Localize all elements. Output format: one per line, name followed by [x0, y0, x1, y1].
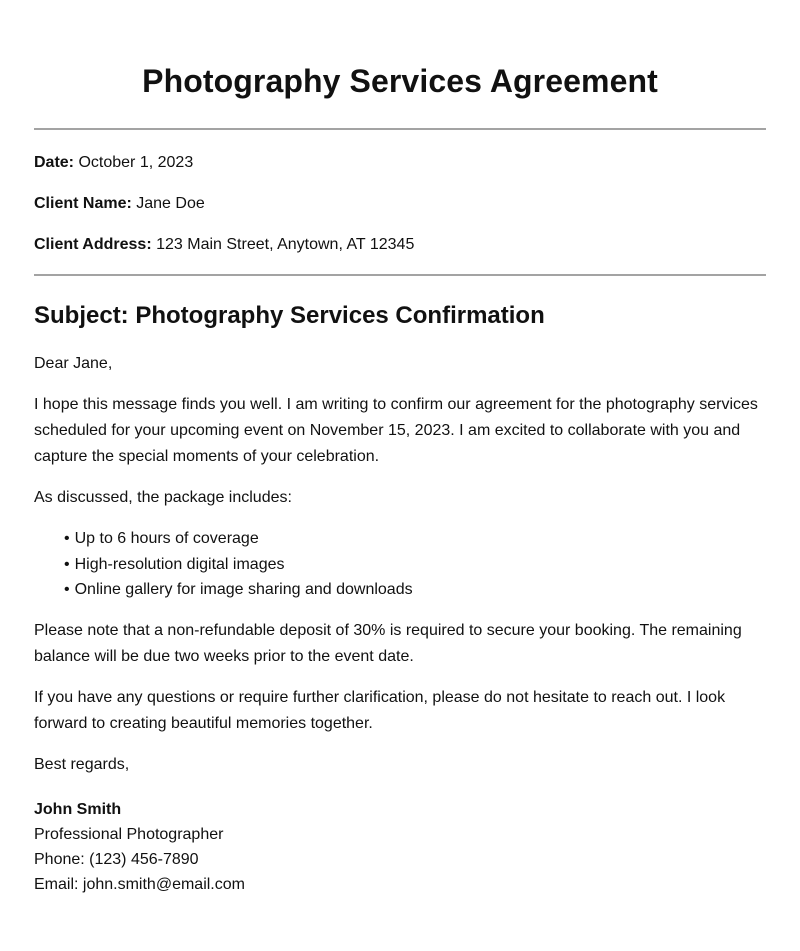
package-list — [34, 526, 766, 603]
list-item — [64, 577, 766, 603]
client-name-label: Client Name: — [34, 195, 132, 212]
closing-line: Best regards, — [34, 755, 130, 773]
date-label: Date: — [34, 154, 75, 171]
client-address-value: 123 Main Street, Anytown, AT 12345 — [156, 236, 415, 253]
list-item — [64, 526, 766, 552]
signer-email: Email: john.smith@email.com — [34, 875, 245, 893]
package-item-text: High-resolution digital images — [74, 555, 285, 573]
client-name-line — [34, 195, 766, 213]
signer-name: John Smith — [34, 800, 122, 818]
date-value: October 1, 2023 — [78, 154, 194, 171]
details-divider — [34, 274, 766, 276]
intro-paragraph: I hope this message finds you well. I am writing to confirm our agreement for the photography services scheduled for your upcoming event on November 15, 2023. I am excited to collaborate with you and capture the special moments of your celebration. — [34, 396, 758, 465]
client-name-value: Jane Doe — [136, 195, 205, 212]
signature-block — [34, 797, 766, 897]
bullet-icon: • — [64, 555, 70, 573]
package-item-text: Up to 6 hours of coverage — [74, 530, 259, 547]
subject-heading: Subject: Photography Services Confirmation — [34, 302, 545, 329]
package-intro: As discussed, the package includes: — [34, 489, 292, 506]
document-title: Photography Services Agreement — [142, 63, 658, 99]
greeting: Dear Jane, — [34, 355, 113, 372]
signer-role: Professional Photographer — [34, 825, 224, 843]
client-details — [34, 130, 766, 254]
client-address-line — [34, 236, 766, 254]
client-address-label: Client Address: — [34, 236, 152, 253]
list-item — [64, 552, 766, 578]
date-line — [34, 154, 766, 172]
questions-paragraph: If you have any questions or require further clarification, please do not hesitate to reach out. I look forward to creating beautiful memories together. — [34, 688, 726, 732]
package-item-text: Online gallery for image sharing and downloads — [74, 581, 413, 598]
bullet-icon: • — [64, 581, 70, 598]
deposit-paragraph: Please note that a non-refundable deposit of 30% is required to secure your booking. The remaining balance will be due two weeks prior to the event date. — [34, 621, 742, 665]
bullet-icon: • — [64, 530, 70, 547]
signer-phone: Phone: (123) 456-7890 — [34, 850, 199, 868]
